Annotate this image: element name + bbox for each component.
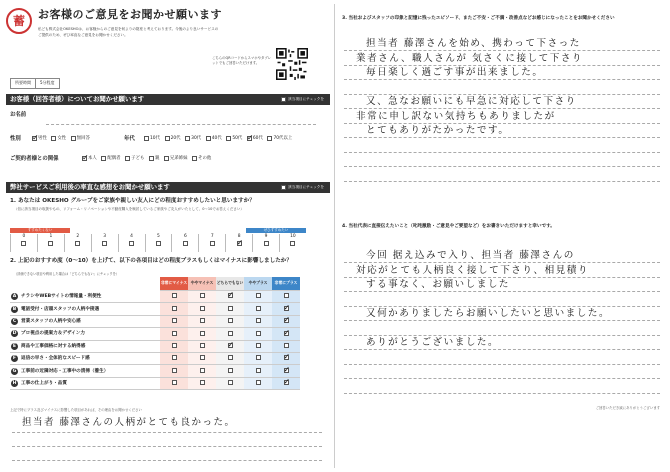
- scale-value: 1: [49, 234, 53, 239]
- rating-cell[interactable]: [216, 328, 244, 340]
- checkbox-icon[interactable]: [256, 306, 261, 311]
- item-letter-badge: G: [12, 368, 17, 374]
- attribute-label: [10, 377, 160, 389]
- rating-cell[interactable]: [272, 303, 300, 315]
- checkbox-icon[interactable]: [284, 355, 289, 360]
- checkbox-icon[interactable]: [21, 241, 26, 246]
- thanks-footer: ご回答いただき誠にありがとうございます: [595, 406, 660, 410]
- checkbox-icon[interactable]: [156, 241, 161, 246]
- rating-cell[interactable]: [216, 340, 244, 352]
- checkbox-icon[interactable]: [210, 241, 215, 246]
- scale-value: 2: [76, 234, 80, 239]
- checkbox-icon[interactable]: [228, 343, 233, 348]
- rating-cell[interactable]: [244, 315, 272, 327]
- gender-label: 性別: [10, 136, 21, 142]
- time-estimate: [10, 78, 60, 89]
- gender-option-male[interactable]: ✓ 男性: [32, 136, 47, 141]
- relation-option[interactable]: その他: [192, 156, 211, 161]
- attribute-row: [10, 291, 300, 303]
- answer-line: [344, 181, 660, 182]
- answer-line: [344, 65, 660, 66]
- answer-line: [344, 123, 660, 124]
- checkbox-icon[interactable]: [206, 136, 211, 141]
- age-option[interactable]: 40代: [206, 136, 222, 141]
- rating-cell[interactable]: [160, 291, 188, 303]
- gender-option-female[interactable]: 女性: [51, 136, 66, 141]
- rating-cell[interactable]: [272, 377, 300, 389]
- check-note: 該当項目にチェックを: [281, 185, 324, 190]
- attribute-row: [10, 365, 300, 377]
- checkbox-icon[interactable]: [228, 355, 233, 360]
- checkbox-icon[interactable]: [256, 368, 261, 373]
- answer-line: [12, 432, 322, 433]
- age-option[interactable]: 50代: [226, 136, 242, 141]
- scale-high-label: ぜひすすめたい: [246, 228, 306, 233]
- scale-value: 3: [103, 234, 107, 239]
- checkbox-icon[interactable]: [172, 318, 177, 323]
- checkbox-icon[interactable]: [237, 241, 242, 246]
- rating-cell[interactable]: [272, 340, 300, 352]
- relation-option[interactable]: 親: [149, 156, 159, 161]
- rating-cell[interactable]: [188, 328, 216, 340]
- gender-option-none[interactable]: 無回答: [71, 136, 90, 141]
- attribute-table: [10, 277, 300, 390]
- age-option[interactable]: 70代以上: [267, 136, 292, 141]
- age-option-60s[interactable]: ✓ 60代: [247, 136, 263, 141]
- attribute-label: [10, 315, 160, 327]
- answer-line: [344, 277, 660, 278]
- answer-line: [344, 262, 660, 263]
- rating-cell[interactable]: [216, 303, 244, 315]
- rating-cell[interactable]: [244, 291, 272, 303]
- col-very-positive: 非常にプラス: [272, 277, 300, 290]
- answer-line: [344, 364, 660, 365]
- company-logo: 蓄: [6, 8, 32, 34]
- handwritten-line[interactable]: ありがとうございました。: [366, 337, 500, 348]
- handwritten-line[interactable]: 非常に申し訳ない気持ちもありましたが: [356, 110, 556, 122]
- checkbox-icon[interactable]: [164, 156, 169, 161]
- checkbox-icon[interactable]: [256, 293, 261, 298]
- col-positive: ややプラス: [244, 277, 272, 290]
- checkbox-icon[interactable]: [172, 380, 177, 385]
- checkbox-icon[interactable]: [284, 318, 289, 323]
- rating-cell[interactable]: [272, 365, 300, 377]
- attribute-row: [10, 377, 300, 389]
- checkbox-icon[interactable]: [144, 136, 149, 141]
- rating-cell[interactable]: [160, 365, 188, 377]
- checkbox-icon[interactable]: [172, 331, 177, 336]
- page-title: お客様のご意見をお聞かせ願います: [38, 8, 222, 21]
- rating-cell[interactable]: [188, 365, 216, 377]
- checkbox-icon[interactable]: [200, 343, 205, 348]
- checkbox-icon[interactable]: [200, 380, 205, 385]
- checkbox-icon[interactable]: [172, 343, 177, 348]
- handwritten-line[interactable]: 担当者 藤澤さんを始め、携わって下さった: [366, 38, 581, 49]
- checkbox-icon[interactable]: [101, 156, 106, 161]
- handwritten-line[interactable]: 今回 据え込みで入り、担当者 藤澤さんの: [366, 250, 575, 261]
- name-row: [6, 112, 330, 126]
- scale-option[interactable]: [171, 234, 198, 252]
- question-3: 3. 当社およびスタッフの印象と記憶に残ったエピソード、またご不安・ご不満・改善点などお感じになったことをお聞かせください: [342, 16, 615, 21]
- rating-cell[interactable]: [244, 377, 272, 389]
- item-letter-badge: H: [12, 380, 17, 386]
- rating-cell[interactable]: [188, 303, 216, 315]
- rating-cell[interactable]: [244, 365, 272, 377]
- age-option[interactable]: 20代: [165, 136, 181, 141]
- handwritten-line[interactable]: 毎日楽しく過ごす事が出来ました。: [366, 67, 544, 78]
- attribute-row: [10, 352, 300, 364]
- question-1-note: （信に該当項目の取扱やもの、リフォーム・リノベーションや不動産購入を検討しているご家族やご友人がいたとして、0〜10でお答えください）: [14, 207, 244, 211]
- answer-line: [344, 166, 660, 167]
- scale-value: 5: [157, 234, 160, 239]
- rating-cell[interactable]: [160, 340, 188, 352]
- item-letter-badge: B: [12, 306, 17, 312]
- item-letter-badge: C: [12, 318, 17, 324]
- answer-line: [344, 320, 660, 321]
- age-option[interactable]: 10代: [144, 136, 160, 141]
- checkbox-icon[interactable]: [228, 368, 233, 373]
- checkbox-icon[interactable]: [200, 318, 205, 323]
- age-option[interactable]: 30代: [185, 136, 201, 141]
- checkbox-icon[interactable]: [200, 355, 205, 360]
- scale-value: 0: [22, 234, 26, 239]
- relation-option[interactable]: 兄弟姉妹: [164, 156, 188, 161]
- answer-line: [344, 306, 660, 307]
- attribute-text: チラシやWEBサイトの情報量・利便性: [21, 293, 102, 299]
- left-column: [6, 4, 330, 468]
- attribute-text: 返信の早さ・全体的なスピード感: [21, 356, 90, 362]
- attribute-text: 工事前の近隣対応・工事中の清掃（養生）: [21, 368, 109, 374]
- answer-line: [344, 108, 660, 109]
- rating-cell[interactable]: [188, 315, 216, 327]
- scale-value: 6: [183, 234, 187, 239]
- rating-cell[interactable]: [272, 291, 300, 303]
- checkbox-icon[interactable]: [183, 241, 188, 246]
- scale-option[interactable]: [252, 234, 279, 252]
- attribute-text: 電話受付・店頭スタッフの人柄や接遇: [21, 306, 100, 312]
- check-note: 該当項目にチェックを: [281, 97, 324, 102]
- gender-age-row: [6, 136, 330, 148]
- checkbox-icon[interactable]: [228, 306, 233, 311]
- handwritten-line[interactable]: 又何かありましたらお願いしたいと思いました。: [366, 308, 611, 319]
- question-1: 1. あなたは OKESHO グループをご家族や親しい友人にどの程度おすすめしたいと思いますか？: [10, 198, 255, 204]
- checkbox-icon[interactable]: [226, 136, 231, 141]
- checkbox-icon[interactable]: [228, 293, 233, 298]
- checkbox-icon[interactable]: [247, 136, 252, 141]
- checkbox-icon[interactable]: [256, 380, 261, 385]
- checkbox-icon[interactable]: [51, 136, 56, 141]
- right-column: [338, 4, 664, 468]
- attribute-text: 商品や工事価格に対する納得感: [21, 343, 86, 349]
- checkbox-icon[interactable]: [284, 306, 289, 311]
- checkbox-icon[interactable]: [102, 241, 107, 246]
- attribute-text: 工事の仕上がり・品質: [21, 380, 67, 386]
- col-negative: ややマイナス: [188, 277, 216, 290]
- checkbox-icon[interactable]: [284, 380, 289, 385]
- question-2: 2. 上記のおすすめ度（0〜10）を上げて、以下の各項目はどの程度プラスもしくはマイナスに影響しましたか？: [10, 258, 292, 264]
- attribute-text: プロ視点の提案力＆デザイン力: [21, 331, 85, 337]
- relation-option-self[interactable]: ✓ 本人: [82, 156, 97, 161]
- rating-cell[interactable]: [160, 315, 188, 327]
- checkbox-icon[interactable]: [284, 343, 289, 348]
- scale-option[interactable]: [145, 234, 172, 252]
- item-letter-badge: A: [12, 293, 17, 299]
- answer-line: [344, 137, 660, 138]
- rating-cell[interactable]: [244, 340, 272, 352]
- checkbox-icon[interactable]: [228, 331, 233, 336]
- scale-value: 7: [210, 234, 214, 239]
- checkbox-icon[interactable]: [32, 136, 37, 141]
- rating-cell[interactable]: [272, 352, 300, 364]
- checkbox-icon[interactable]: [200, 331, 205, 336]
- answer-line: [344, 335, 660, 336]
- answer-line: [344, 393, 660, 394]
- scale-value: 9: [264, 234, 268, 239]
- time-label: 所要時間: [15, 80, 31, 85]
- column-divider: [334, 4, 335, 468]
- attribute-label: [10, 352, 160, 364]
- checkbox-icon[interactable]: [200, 293, 205, 298]
- checkbox-icon[interactable]: [267, 136, 272, 141]
- intro-text: 私ども株式会社OKESHOは、お客様からのご意見を何よりの財産と考えております。今後のより良いサービスのご提供のため、ぜひ率直なご意見をお聞かせください。: [38, 27, 219, 37]
- attribute-row: [10, 303, 300, 315]
- question-4: 4. 当社代表に直接伝えたいこと（叱咤激励・ご意見やご要望など）をお書きいただけますと幸いです。: [342, 224, 555, 229]
- rating-cell[interactable]: [188, 291, 216, 303]
- relation-options: [82, 156, 214, 163]
- handwritten-line[interactable]: 又、急なお願いにも早急に対応して下さり: [366, 96, 577, 107]
- checkbox-icon[interactable]: [172, 293, 177, 298]
- name-field[interactable]: [46, 124, 316, 125]
- rating-cell[interactable]: [272, 328, 300, 340]
- rating-cell[interactable]: [160, 303, 188, 315]
- checkbox-icon[interactable]: [256, 343, 261, 348]
- answer-line: [344, 152, 660, 153]
- gender-options: [32, 136, 93, 143]
- impression-section-header: [6, 182, 330, 193]
- item-letter-badge: F: [12, 356, 17, 362]
- question-2-footnote: 上記で特にプラス及びマイナスに影響した項目があれば、その理由をお聞かせください: [10, 408, 142, 412]
- checkbox-icon[interactable]: [172, 368, 177, 373]
- checkbox-icon[interactable]: [129, 241, 134, 246]
- answer-line: [344, 79, 660, 80]
- checkbox-icon[interactable]: [172, 306, 177, 311]
- attribute-row: [10, 315, 300, 327]
- attribute-row: [10, 328, 300, 340]
- checkbox-icon[interactable]: [256, 331, 261, 336]
- customer-section-header: [6, 94, 330, 105]
- item-letter-badge: D: [12, 331, 17, 337]
- checkbox-icon[interactable]: [200, 306, 205, 311]
- item-letter-badge: E: [12, 343, 17, 349]
- question-2-note: （評価できない項目や利用した場合は「どちらでもない」にチェックを）: [14, 272, 120, 276]
- relation-label: ご契約者様との関係: [10, 156, 59, 162]
- relation-option[interactable]: 配偶者: [101, 156, 120, 161]
- answer-line: [344, 291, 660, 292]
- rating-cell[interactable]: [160, 377, 188, 389]
- checkbox-icon[interactable]: [256, 355, 261, 360]
- rating-cell[interactable]: [216, 291, 244, 303]
- answer-line: [12, 446, 322, 447]
- checkbox-icon[interactable]: [48, 241, 53, 246]
- checkbox-icon: [281, 97, 286, 102]
- qr-instruction: こちらのQRコードからスマホやタブレットでもご回答いただけます。: [212, 56, 272, 65]
- rating-cell[interactable]: [244, 303, 272, 315]
- scale-option[interactable]: [118, 234, 145, 252]
- checkbox-icon[interactable]: [125, 156, 130, 161]
- checkbox-icon[interactable]: [284, 368, 289, 373]
- checkbox-icon[interactable]: [264, 241, 269, 246]
- handwritten-line[interactable]: する事なく、お願いしました: [366, 279, 511, 290]
- question-2-answer[interactable]: 担当者 藤澤さんの人柄がとても良かった。: [22, 417, 236, 428]
- attribute-label: [10, 303, 160, 315]
- qr-code-icon[interactable]: [276, 48, 308, 80]
- recommend-scale: [10, 228, 306, 252]
- attribute-label: [10, 340, 160, 352]
- rating-cell[interactable]: [188, 352, 216, 364]
- answer-line: [344, 378, 660, 379]
- scale-value: 8: [237, 234, 241, 239]
- rating-cell[interactable]: [244, 352, 272, 364]
- rating-cell[interactable]: [160, 328, 188, 340]
- age-options: [144, 136, 295, 143]
- checkbox-icon[interactable]: [172, 355, 177, 360]
- answer-line: [344, 349, 660, 350]
- checkbox-icon[interactable]: [165, 136, 170, 141]
- rating-cell[interactable]: [188, 340, 216, 352]
- checkbox-icon[interactable]: [200, 368, 205, 373]
- checkbox-icon[interactable]: [290, 241, 295, 246]
- rating-cell[interactable]: [216, 315, 244, 327]
- checkbox-icon[interactable]: [228, 380, 233, 385]
- scale-value: 4: [130, 234, 133, 239]
- relation-option[interactable]: 子ども: [125, 156, 144, 161]
- checkbox-icon[interactable]: [228, 318, 233, 323]
- answer-line: [12, 460, 322, 461]
- handwritten-line[interactable]: 業者さん、職人さんが 気さくに接して下さり: [356, 52, 583, 64]
- age-label: 年代: [124, 136, 135, 142]
- rating-cell[interactable]: [272, 315, 300, 327]
- handwritten-line[interactable]: 対応がとても人柄良く接して下さり、相見積り: [356, 264, 589, 276]
- scale-option[interactable]: [225, 234, 252, 252]
- col-very-negative: 非常にマイナス: [160, 277, 188, 290]
- checkbox-icon[interactable]: [192, 156, 197, 161]
- scale-option[interactable]: [279, 234, 306, 252]
- rating-cell[interactable]: [188, 377, 216, 389]
- attribute-label: [10, 365, 160, 377]
- checkbox-icon[interactable]: [82, 156, 87, 161]
- checkbox-icon[interactable]: [71, 136, 76, 141]
- impression-section-title: 弊社サービスご利用後の率直な感想をお聞かせ願います: [10, 182, 170, 191]
- checkbox-icon: [281, 185, 286, 190]
- customer-section-title: お客様（回答者様）についてお聞かせ願います: [10, 94, 145, 103]
- time-value: 5分程度: [35, 79, 59, 88]
- scale-option[interactable]: [10, 234, 37, 252]
- rating-cell[interactable]: [216, 352, 244, 364]
- rating-cell[interactable]: [216, 365, 244, 377]
- attribute-text: 営業スタッフの人柄や安心感: [21, 318, 81, 324]
- rating-cell[interactable]: [244, 328, 272, 340]
- checkbox-icon[interactable]: [284, 331, 289, 336]
- scale-option[interactable]: [198, 234, 225, 252]
- attribute-label: [10, 328, 160, 340]
- scale-value: 10: [290, 234, 296, 239]
- relation-row: [6, 156, 330, 168]
- attribute-row: [10, 340, 300, 352]
- answer-line: [344, 50, 660, 51]
- checkbox-icon[interactable]: [149, 156, 154, 161]
- scale-option[interactable]: [91, 234, 118, 252]
- checkbox-icon[interactable]: [185, 136, 190, 141]
- checkbox-icon[interactable]: [75, 241, 80, 246]
- checkbox-icon[interactable]: [256, 318, 261, 323]
- scale-option[interactable]: [64, 234, 91, 252]
- col-neutral: どちらでもない: [216, 277, 244, 290]
- attribute-label: [10, 291, 160, 303]
- checkbox-icon[interactable]: [284, 293, 289, 298]
- answer-line: [344, 94, 660, 95]
- scale-option[interactable]: [37, 234, 64, 252]
- scale-low-label: すすめたくない: [10, 228, 70, 233]
- rating-cell[interactable]: [216, 377, 244, 389]
- rating-cell[interactable]: [160, 352, 188, 364]
- name-label: お名前: [10, 112, 27, 118]
- handwritten-line[interactable]: とてもありがたかったです。: [366, 125, 510, 136]
